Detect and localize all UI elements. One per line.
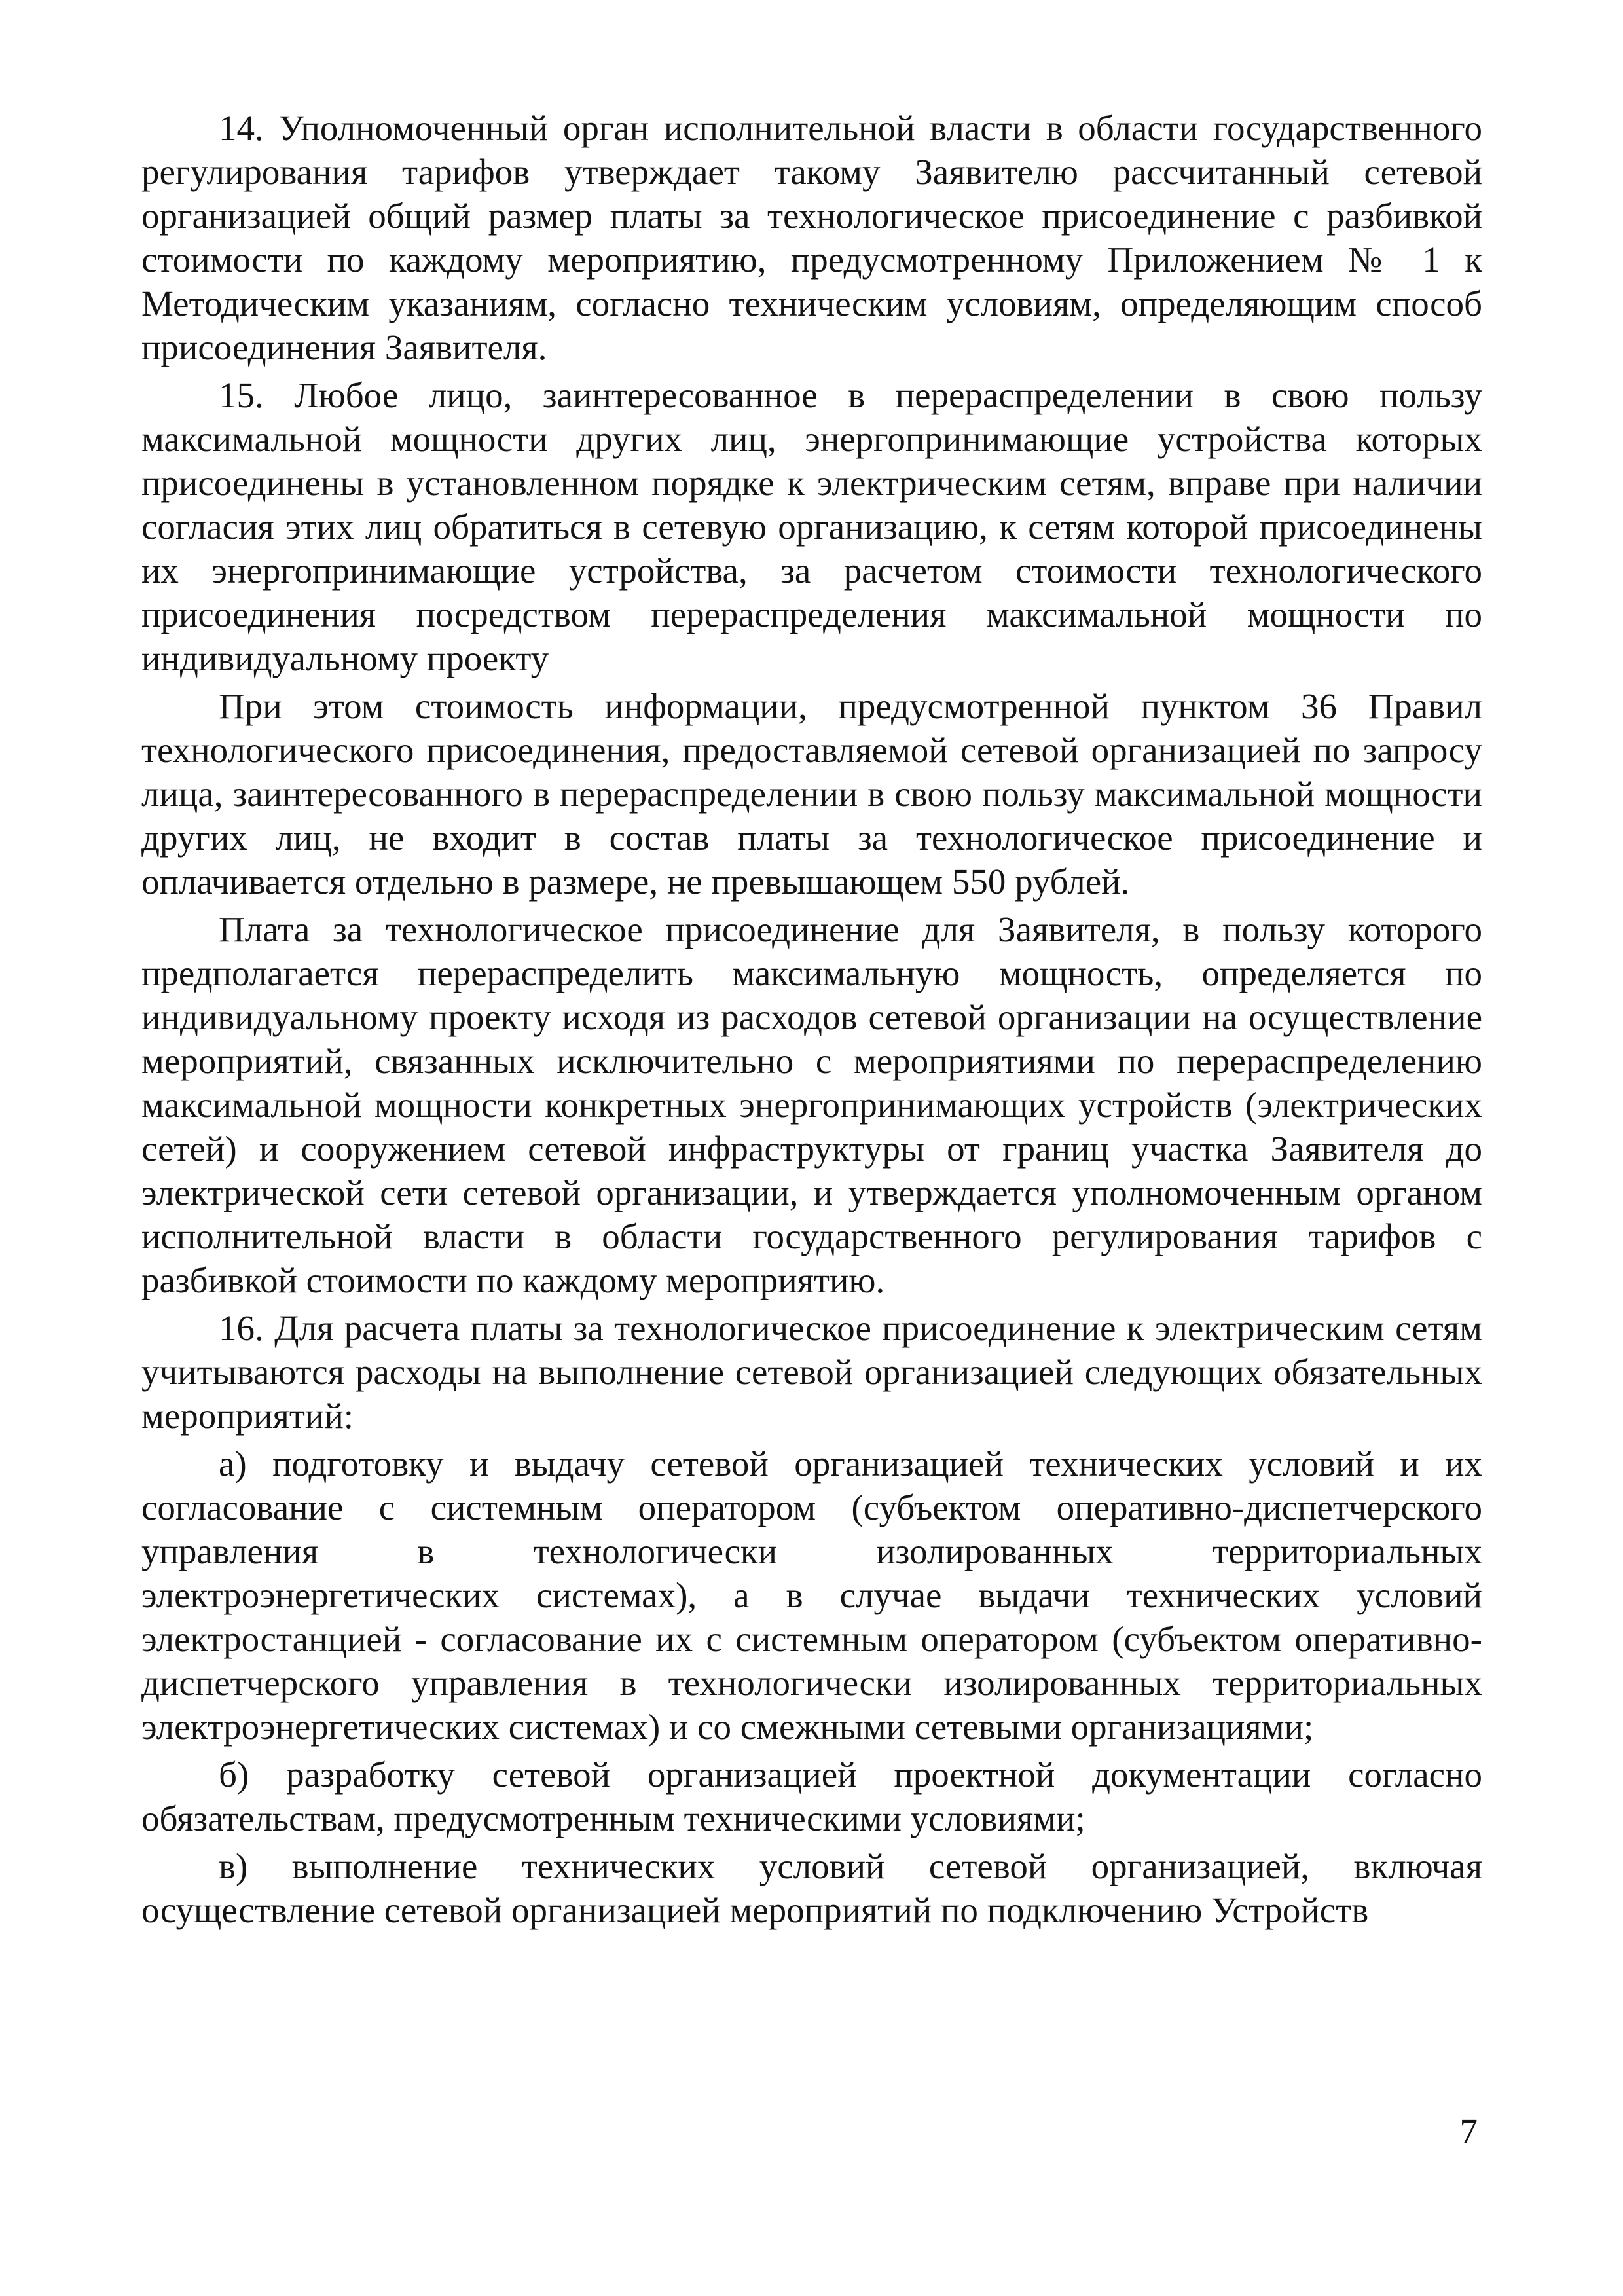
paragraph-15: 15. Любое лицо, заинтересованное в перераспределении в свою пользу максимальной мощности других лиц, энергопринимающие устройства которых присоединены в установленном порядке к электрическим сетям, вправе при наличии согласия этих лиц обратиться в сетевую организацию, к сетям которой присоединены их энергопринимающие устройства, за расчетом стоимости технологического присоединения посредством перераспределения максимальной мощности по индивидуальному проекту (141, 375, 1482, 678)
paragraph-15-info-cost: При этом стоимость информации, предусмотренной пунктом 36 Правил технологического присоединения, предоставляемой сетевой организацией по запросу лица, заинтересованного в перераспределении в свою пользу максимальной мощности других лиц, не входит в состав платы за технологическое присоединение и оплачивается отдельно в размере, не превышающем 550 рублей. (141, 686, 1482, 902)
page-number: 7 (1459, 2111, 1478, 2151)
paragraph-16-item-a: а) подготовку и выдачу сетевой организацией технических условий и их согласование с системным оператором (субъектом оперативно-диспетчерского управления в технологически изолированных территориальных электроэнергетических системах), а в случае выдачи технических условий электростанцией - согласование их с системным оператором (субъектом оперативно-диспетчерского управления в технологически изолированных территориальных электроэнергетических системах) и со смежными сетевыми организациями; (141, 1444, 1482, 1747)
paragraph-16-item-v: в) выполнение технических условий сетевой организацией, включая осуществление сетевой организацией мероприятий по подключению Устройств (141, 1846, 1482, 1930)
document-body (141, 106, 1482, 1932)
paragraph-16: 16. Для расчета платы за технологическое присоединение к электрическим сетям учитываются расходы на выполнение сетевой организацией следующих обязательных мероприятий: (141, 1308, 1482, 1436)
paragraph-14: 14. Уполномоченный орган исполнительной власти в области государственного регулирования тарифов утверждает такому Заявителю рассчитанный сетевой организацией общий размер платы за технологическое присоединение с разбивкой стоимости по каждому мероприятию, предусмотренному Приложением № 1 к Методическим указаниям, согласно техническим условиям, определяющим способ присоединения Заявителя. (141, 108, 1482, 367)
paragraph-15-fee: Плата за технологическое присоединение для Заявителя, в пользу которого предполагается перераспределить максимальную мощность, определяется по индивидуальному проекту исходя из расходов сетевой организации на осуществление мероприятий, связанных исключительно с мероприятиями по перераспределению максимальной мощности конкретных энергопринимающих устройств (электрических сетей) и сооружением сетевой инфраструктуры от границ участка Заявителя до электрической сети сетевой организации, и утверждается уполномоченным органом исполнительной власти в области государственного регулирования тарифов с разбивкой стоимости по каждому мероприятию. (141, 909, 1482, 1300)
paragraph-16-item-b: б) разработку сетевой организацией проектной документации согласно обязательствам, предусмотренным техническими условиями; (141, 1755, 1482, 1838)
